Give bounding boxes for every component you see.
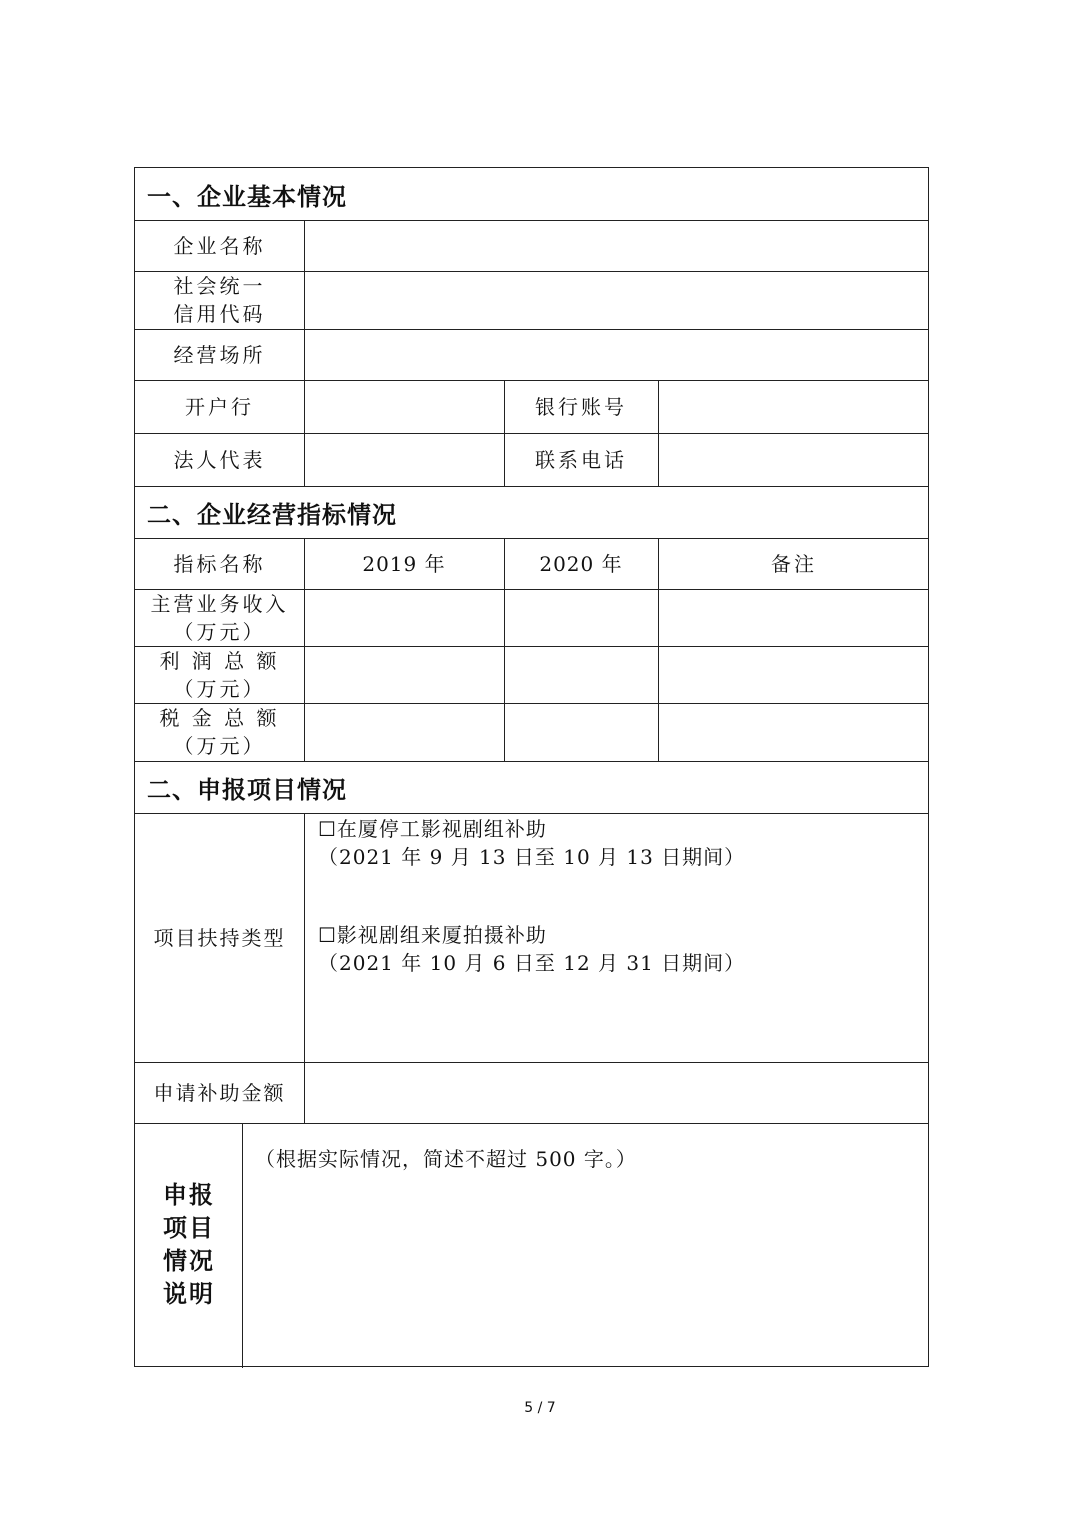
indicator-profit-line1: 利 润 总 额 [159,648,280,673]
application-form-table [134,167,929,1367]
phone-field[interactable] [658,433,930,486]
tax-2019-field[interactable] [304,703,504,761]
description-hint: （根据实际情况，简述不超过 500 字。） [255,1147,637,1171]
option1-checkbox[interactable]: ☐在厦停工影视剧组补助 [318,817,547,841]
credit-code-label-line1: 社会统一 [173,274,266,298]
indicator-tax-line1: 税 金 总 额 [159,706,280,730]
indicator-profit-label [135,646,304,703]
credit-code-field[interactable] [304,271,930,329]
indicator-revenue-label [135,589,304,646]
page-number: 5 / 7 [524,1400,556,1416]
option1-period: （2021 年 9 月 13 日至 10 月 13 日期间） [318,845,746,869]
credit-code-label [135,271,304,329]
business-address-field[interactable] [304,329,930,380]
phone-label: 联系电话 [535,447,627,472]
company-name-field[interactable] [304,220,930,271]
description-label-line3: 情况 [163,1247,215,1275]
indicator-revenue-line2: （万元） [173,619,266,644]
indicator-revenue-line1: 主营业务收入 [150,591,289,616]
bank-field[interactable] [304,380,504,433]
description-field[interactable] [243,1123,930,1367]
tax-notes-field[interactable] [658,703,930,761]
option2-period: （2021 年 10 月 6 日至 12 月 31 日期间） [318,951,746,975]
col-2020-header: 2020 年 [539,551,623,576]
profit-2019-field[interactable] [304,646,504,703]
bank-label: 开户行 [185,394,254,419]
option2-checkbox[interactable]: ☐影视剧组来厦拍摄补助 [318,923,547,947]
support-type-label: 项目扶持类型 [153,925,286,950]
description-label [135,1123,243,1367]
profit-2020-field[interactable] [504,646,658,703]
legal-rep-label: 法人代表 [173,447,266,472]
revenue-2020-field[interactable] [504,589,658,646]
legal-rep-field[interactable] [304,433,504,486]
revenue-2019-field[interactable] [304,589,504,646]
description-label-line2: 项目 [163,1214,215,1242]
revenue-notes-field[interactable] [658,589,930,646]
bank-account-field[interactable] [658,380,930,433]
business-address-label: 经营场所 [173,342,266,367]
col-notes-header: 备注 [771,551,817,576]
bank-account-label: 银行账号 [535,394,627,419]
section3-title: 二、申报项目情况 [147,775,347,804]
indicator-tax-label [135,703,304,761]
company-name-label: 企业名称 [173,233,266,258]
col-indicator-header: 指标名称 [173,551,266,576]
section2-title: 二、企业经营指标情况 [147,500,397,529]
col-2019-header: 2019 年 [362,551,446,576]
tax-2020-field[interactable] [504,703,658,761]
section1-title: 一、企业基本情况 [147,182,347,211]
description-label-line4: 说明 [163,1280,215,1308]
description-label-line1: 申报 [163,1181,215,1209]
credit-code-label-line2: 信用代码 [173,302,266,326]
indicator-tax-line2: （万元） [173,734,266,758]
amount-label: 申请补助金额 [153,1080,286,1105]
profit-notes-field[interactable] [658,646,930,703]
indicator-profit-line2: （万元） [173,676,266,701]
amount-field[interactable] [304,1062,930,1123]
